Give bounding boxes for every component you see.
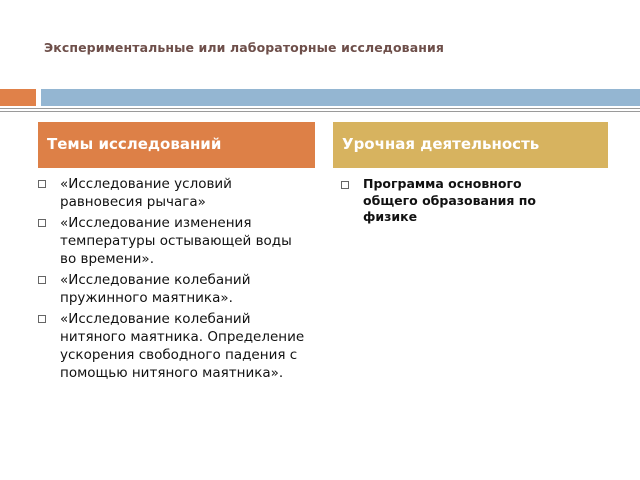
list-item: «Исследование колебаний пружинного маятника».: [36, 271, 306, 307]
list-item: Программа основного общего образования по физике: [339, 176, 579, 226]
accent-bar-blue: [41, 89, 640, 106]
slide-title: Экспериментальные или лабораторные исследования: [44, 40, 444, 55]
left-column-header: Темы исследований: [38, 122, 315, 168]
divider-line: [0, 108, 640, 109]
divider-line: [0, 111, 640, 112]
lesson-activity-list: [339, 176, 579, 226]
list-item: «Исследование колебаний нитяного маятника. Определение ускорения свободного падения с помощью нитяного маятника».: [36, 310, 306, 382]
list-item: «Исследование изменения температуры остывающей воды во времени».: [36, 214, 306, 268]
accent-bar-orange: [0, 89, 36, 106]
right-column-header: Урочная деятельность: [333, 122, 608, 168]
list-item: «Исследование условий равновесия рычага»: [36, 175, 306, 211]
research-topics-list: [36, 175, 306, 385]
